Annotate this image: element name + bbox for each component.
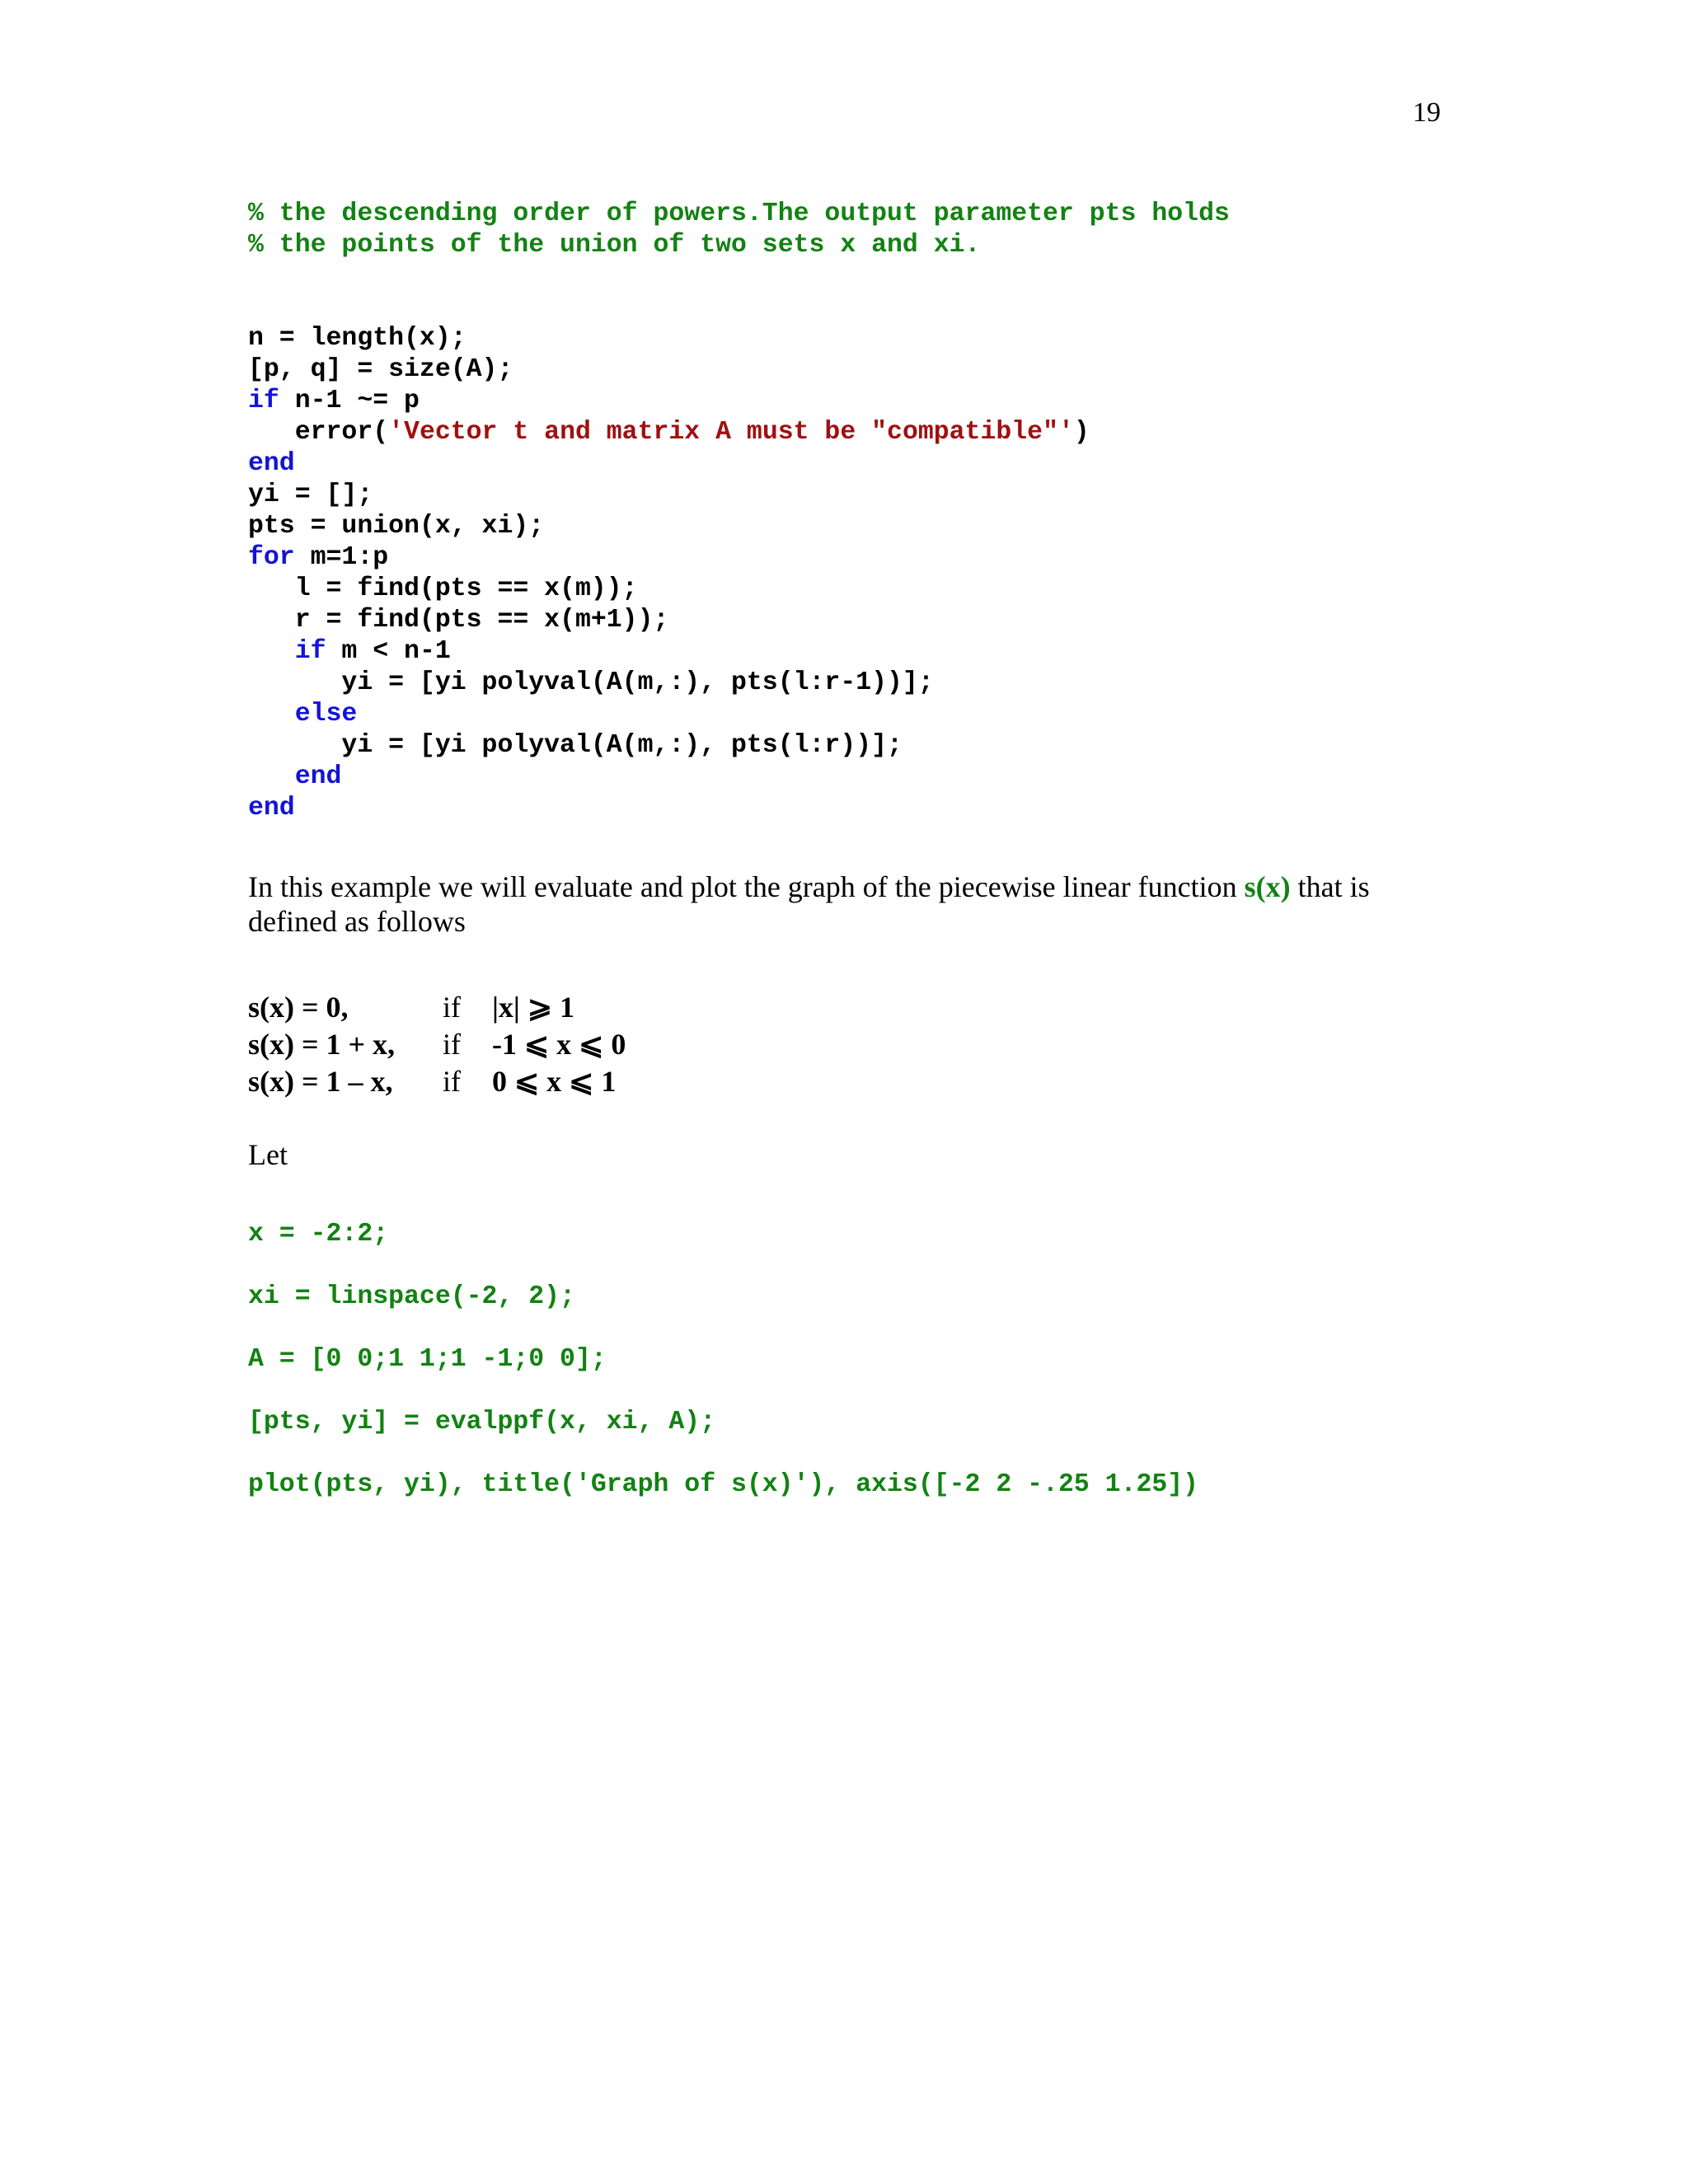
code-line: n = length(x); [248,324,467,353]
keyword: end [294,762,342,791]
code-text: m < n-1 [326,637,451,666]
code-comments [248,199,1230,261]
code-line: yi = [yi polyval(A(m,:), pts(l:r))]; [248,731,903,760]
example-line: A = [0 0;1 1;1 -1;0 0]; [248,1345,607,1374]
code-line [248,636,1090,668]
comment-line: % the descending order of powers.The output parameter pts holds [248,199,1230,228]
equation-condition: -1 ⩽ x ⩽ 0 [492,1028,626,1061]
keyword: for [248,543,295,572]
code-text: error( [248,418,389,447]
keyword: else [294,700,358,729]
code-line [248,762,1090,793]
equation-if: if [443,991,461,1024]
code-line: r = find(pts == x(m+1)); [248,606,669,635]
equation-condition: 0 ⩽ x ⩽ 1 [492,1065,617,1098]
code-indent [248,637,295,666]
let-label: Let [248,1138,288,1171]
equation-lhs: s(x) = 0, [248,991,349,1024]
code-text: ) [1073,418,1090,447]
keyword: if [294,637,326,666]
example-line: xi = linspace(-2, 2); [248,1282,575,1311]
code-line: l = find(pts == x(m)); [248,574,638,603]
code-text: n-1 ~= p [279,387,420,415]
function-code-block [248,323,1090,824]
code-line [248,793,1090,824]
intro-paragraph [248,869,1443,939]
code-text: m=1:p [294,543,389,572]
example-code-block [248,1203,1198,1516]
code-line: pts = union(x, xi); [248,512,545,541]
paragraph-text: that is defined as follows [248,870,1370,938]
equation-if: if [443,1028,461,1061]
code-line [248,448,1090,480]
function-name: s(x) [1244,870,1291,903]
code-line [248,386,1090,417]
code-line [248,542,1090,574]
keyword: end [248,794,295,823]
equation-lhs: s(x) = 1 + x, [248,1028,396,1061]
example-line: plot(pts, yi), title('Graph of s(x)'), axis([-2 2 -.25 1.25]) [248,1470,1199,1499]
code-indent [248,762,295,791]
keyword: if [248,387,279,415]
equation-condition: |x| ⩾ 1 [492,991,575,1024]
paragraph-text: In this example we will evaluate and plot the graph of the piecewise linear function [248,870,1245,903]
example-line: [pts, yi] = evalppf(x, xi, A); [248,1408,716,1436]
string-literal: 'Vector t and matrix A must be "compatible"' [388,418,1074,447]
code-line [248,699,1090,730]
code-line [248,417,1090,448]
code-indent [248,700,295,729]
code-line: yi = []; [248,480,373,509]
equation-lhs: s(x) = 1 – x, [248,1065,393,1098]
example-line: x = -2:2; [248,1220,389,1249]
page-number: 19 [1413,97,1441,128]
comment-line: % the points of the union of two sets x and xi. [248,231,981,260]
equation-if: if [443,1065,461,1098]
keyword: end [248,449,295,478]
code-line: [p, q] = size(A); [248,355,513,384]
code-line: yi = [yi polyval(A(m,:), pts(l:r-1))]; [248,668,934,697]
